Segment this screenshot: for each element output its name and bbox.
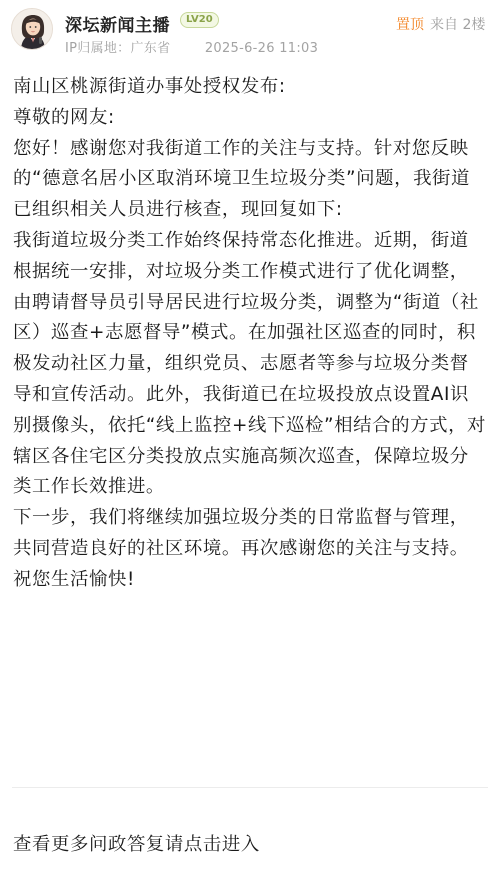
- post-paragraph: 南山区桃源街道办事处授权发布:: [13, 76, 286, 97]
- post-paragraph: 您好！感谢您对我街道工作的关注与支持。针对您反映的“德意名居小区取消环境卫生垃圾分类”问题，我街道已组织相关人员进行核查，现回复如下:: [13, 137, 471, 221]
- post-meta: [65, 37, 318, 56]
- ip-location: IP归属地：广东省: [65, 41, 171, 56]
- more-replies-link[interactable]: 查看更多问政答复请点击进入: [13, 834, 260, 855]
- post-body: [13, 72, 487, 596]
- level-badge: LV20: [180, 12, 219, 28]
- post-date: 2025-6-26 11:03: [204, 41, 319, 56]
- pinned-tag: 置顶: [396, 17, 424, 33]
- news-anchor-avatar-icon: [12, 9, 53, 50]
- post-paragraph: 下一步，我们将继续加强垃圾分类的日常监督与管理，共同营造良好的社区环境。再次感谢您的关注与支持。祝您生活愉快!: [13, 507, 469, 590]
- post-header: [0, 0, 500, 60]
- floor-source: 来自 2楼: [430, 17, 486, 33]
- post-paragraph: 我街道垃圾分类工作始终保持常态化推进。近期，街道根据统一安排，对垃圾分类工作模式进行了优化调整，由聘请督导员引导居民进行垃圾分类，调整为“街道（社区）巡查+志愿督导”模式。在加强社区巡查的同时，积极发动社区力量，组织党员、志愿者等参与垃圾分类督导和宣传活动。此外，我街道已在垃圾投放点设置AI识别摄像头，依托“线上监控+线下巡检”相结合的方式，对辖区各住宅区分类投放点实施高频次巡查，保障垃圾分类工作长效推进。: [13, 229, 487, 498]
- avatar[interactable]: [11, 8, 53, 50]
- post-paragraph: 尊敬的网友:: [13, 106, 115, 128]
- divider: [12, 787, 488, 788]
- author-name[interactable]: 深坛新闻主播: [65, 16, 170, 36]
